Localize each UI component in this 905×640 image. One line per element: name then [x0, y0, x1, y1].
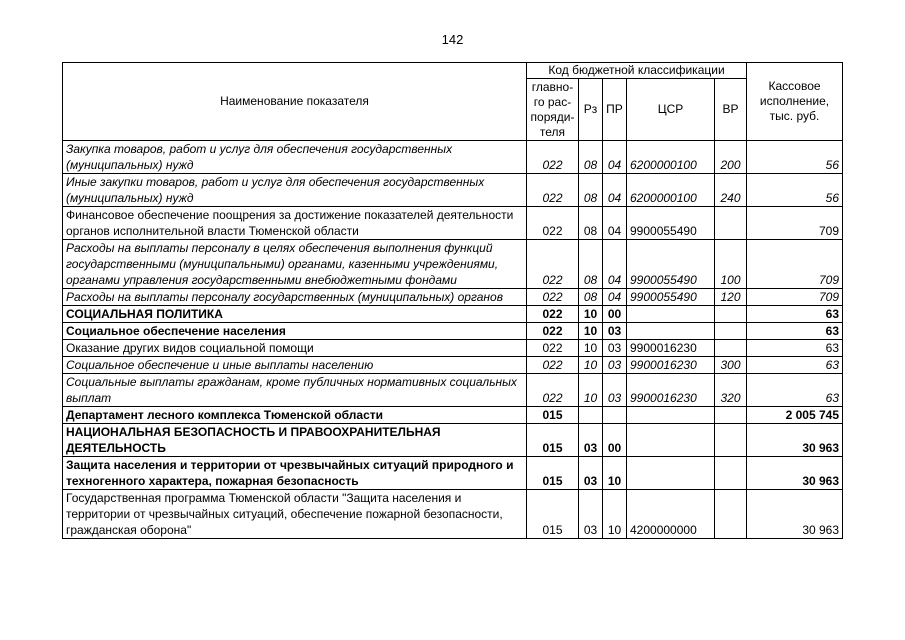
cell-glav: 022: [527, 374, 579, 407]
table-row: [63, 490, 843, 539]
cell-csr: 9900016230: [627, 374, 715, 407]
cell-rz: 10: [579, 374, 603, 407]
cell-name: Расходы на выплаты персоналу государственных (муниципальных) органов: [63, 289, 527, 306]
cell-rz: 03: [579, 490, 603, 539]
cell-vr: [715, 407, 747, 424]
cell-pr: 04: [603, 141, 627, 174]
header-pr: ПР: [603, 79, 627, 141]
header-name: Наименование показателя: [63, 63, 527, 141]
cell-pr: 10: [603, 490, 627, 539]
header-code-group: Код бюджетной классификации: [527, 63, 747, 79]
cell-vr: [715, 323, 747, 340]
cell-name: Закупка товаров, работ и услуг для обеспечения государственных (муниципальных) нужд: [63, 141, 527, 174]
cell-pr: [603, 407, 627, 424]
cell-rz: 10: [579, 306, 603, 323]
table-body: [63, 141, 843, 539]
cell-name: Оказание других видов социальной помощи: [63, 340, 527, 357]
page-number: 142: [441, 32, 464, 47]
cell-rz: [579, 407, 603, 424]
cell-csr: 6200000100: [627, 174, 715, 207]
cell-csr: 4200000000: [627, 490, 715, 539]
cell-vr: 200: [715, 141, 747, 174]
table-row: [63, 407, 843, 424]
cell-amount: 63: [747, 357, 843, 374]
cell-amount: 30 963: [747, 490, 843, 539]
cell-name: Социальные выплаты гражданам, кроме публичных нормативных социальных выплат: [63, 374, 527, 407]
cell-amount: 709: [747, 289, 843, 306]
header-csr: ЦСР: [627, 79, 715, 141]
table-row: [63, 174, 843, 207]
table-row: [63, 306, 843, 323]
cell-rz: 08: [579, 289, 603, 306]
cell-amount: 63: [747, 374, 843, 407]
cell-vr: [715, 207, 747, 240]
cell-rz: 10: [579, 340, 603, 357]
cell-amount: 56: [747, 141, 843, 174]
cell-csr: [627, 323, 715, 340]
cell-amount: 63: [747, 340, 843, 357]
cell-rz: 03: [579, 424, 603, 457]
budget-table: [62, 62, 843, 539]
cell-pr: 03: [603, 374, 627, 407]
cell-pr: 03: [603, 340, 627, 357]
cell-rz: 08: [579, 207, 603, 240]
cell-csr: 9900055490: [627, 289, 715, 306]
cell-vr: 100: [715, 240, 747, 289]
cell-glav: 022: [527, 357, 579, 374]
cell-name: Защита населения и территории от чрезвычайных ситуаций природного и техногенного характера, пожарная безопасность: [63, 457, 527, 490]
cell-vr: [715, 457, 747, 490]
cell-name: Расходы на выплаты персоналу в целях обеспечения выполнения функций государственными (муниципальными) органами, казенными учреждениями, органами управления государственными внебюджетными фондами: [63, 240, 527, 289]
table-row: [63, 424, 843, 457]
cell-pr: 04: [603, 289, 627, 306]
cell-amount: 709: [747, 207, 843, 240]
cell-amount: 63: [747, 323, 843, 340]
cell-csr: [627, 424, 715, 457]
cell-vr: [715, 490, 747, 539]
cell-amount: 63: [747, 306, 843, 323]
cell-glav: 022: [527, 306, 579, 323]
cell-glav: 022: [527, 323, 579, 340]
table-row: [63, 141, 843, 174]
cell-glav: 022: [527, 141, 579, 174]
cell-csr: 9900055490: [627, 207, 715, 240]
cell-csr: [627, 457, 715, 490]
cell-csr: [627, 306, 715, 323]
cell-name: Финансовое обеспечение поощрения за достижение показателей деятельности органов исполнительной власти Тюменской области: [63, 207, 527, 240]
cell-glav: 015: [527, 407, 579, 424]
cell-name: Социальное обеспечение населения: [63, 323, 527, 340]
cell-name: НАЦИОНАЛЬНАЯ БЕЗОПАСНОСТЬ И ПРАВООХРАНИТЕЛЬНАЯ ДЕЯТЕЛЬНОСТЬ: [63, 424, 527, 457]
cell-vr: 240: [715, 174, 747, 207]
cell-csr: 9900055490: [627, 240, 715, 289]
cell-amount: 30 963: [747, 457, 843, 490]
table-row: [63, 374, 843, 407]
cell-amount: 56: [747, 174, 843, 207]
header-glav: главно-го рас-поряди-теля: [527, 79, 579, 141]
cell-glav: 015: [527, 424, 579, 457]
cell-pr: 04: [603, 240, 627, 289]
table-row: [63, 323, 843, 340]
cell-rz: 03: [579, 457, 603, 490]
cell-csr: 6200000100: [627, 141, 715, 174]
cell-vr: [715, 306, 747, 323]
cell-name: Государственная программа Тюменской области "Защита населения и территории от чрезвычайных ситуаций, обеспечение пожарной безопасности, гражданская оборона": [63, 490, 527, 539]
cell-name: Иные закупки товаров, работ и услуг для обеспечения государственных (муниципальных) нужд: [63, 174, 527, 207]
cell-vr: [715, 424, 747, 457]
cell-vr: [715, 340, 747, 357]
cell-pr: 10: [603, 457, 627, 490]
table-row: [63, 207, 843, 240]
cell-vr: 300: [715, 357, 747, 374]
cell-amount: 30 963: [747, 424, 843, 457]
cell-amount: 709: [747, 240, 843, 289]
table-row: [63, 357, 843, 374]
cell-name: Социальное обеспечение и иные выплаты населению: [63, 357, 527, 374]
header-rz: Рз: [579, 79, 603, 141]
cell-name: Департамент лесного комплекса Тюменской области: [63, 407, 527, 424]
cell-pr: 03: [603, 357, 627, 374]
cell-rz: 10: [579, 357, 603, 374]
cell-rz: 08: [579, 240, 603, 289]
cell-name: СОЦИАЛЬНАЯ ПОЛИТИКА: [63, 306, 527, 323]
cell-csr: 9900016230: [627, 340, 715, 357]
cell-glav: 022: [527, 289, 579, 306]
cell-pr: 00: [603, 306, 627, 323]
header-vr: ВР: [715, 79, 747, 141]
table-row: [63, 457, 843, 490]
cell-csr: [627, 407, 715, 424]
cell-rz: 10: [579, 323, 603, 340]
cell-vr: 320: [715, 374, 747, 407]
cell-glav: 022: [527, 207, 579, 240]
cell-csr: 9900016230: [627, 357, 715, 374]
cell-glav: 022: [527, 340, 579, 357]
table-row: [63, 240, 843, 289]
cell-glav: 022: [527, 174, 579, 207]
cell-glav: 022: [527, 240, 579, 289]
cell-glav: 015: [527, 490, 579, 539]
cell-vr: 120: [715, 289, 747, 306]
header-amount: Кассовое исполнение, тыс. руб.: [747, 63, 843, 141]
table-row: [63, 340, 843, 357]
cell-amount: 2 005 745: [747, 407, 843, 424]
cell-glav: 015: [527, 457, 579, 490]
cell-rz: 08: [579, 141, 603, 174]
cell-pr: 04: [603, 174, 627, 207]
cell-pr: 03: [603, 323, 627, 340]
cell-pr: 04: [603, 207, 627, 240]
cell-pr: 00: [603, 424, 627, 457]
cell-rz: 08: [579, 174, 603, 207]
table-row: [63, 289, 843, 306]
